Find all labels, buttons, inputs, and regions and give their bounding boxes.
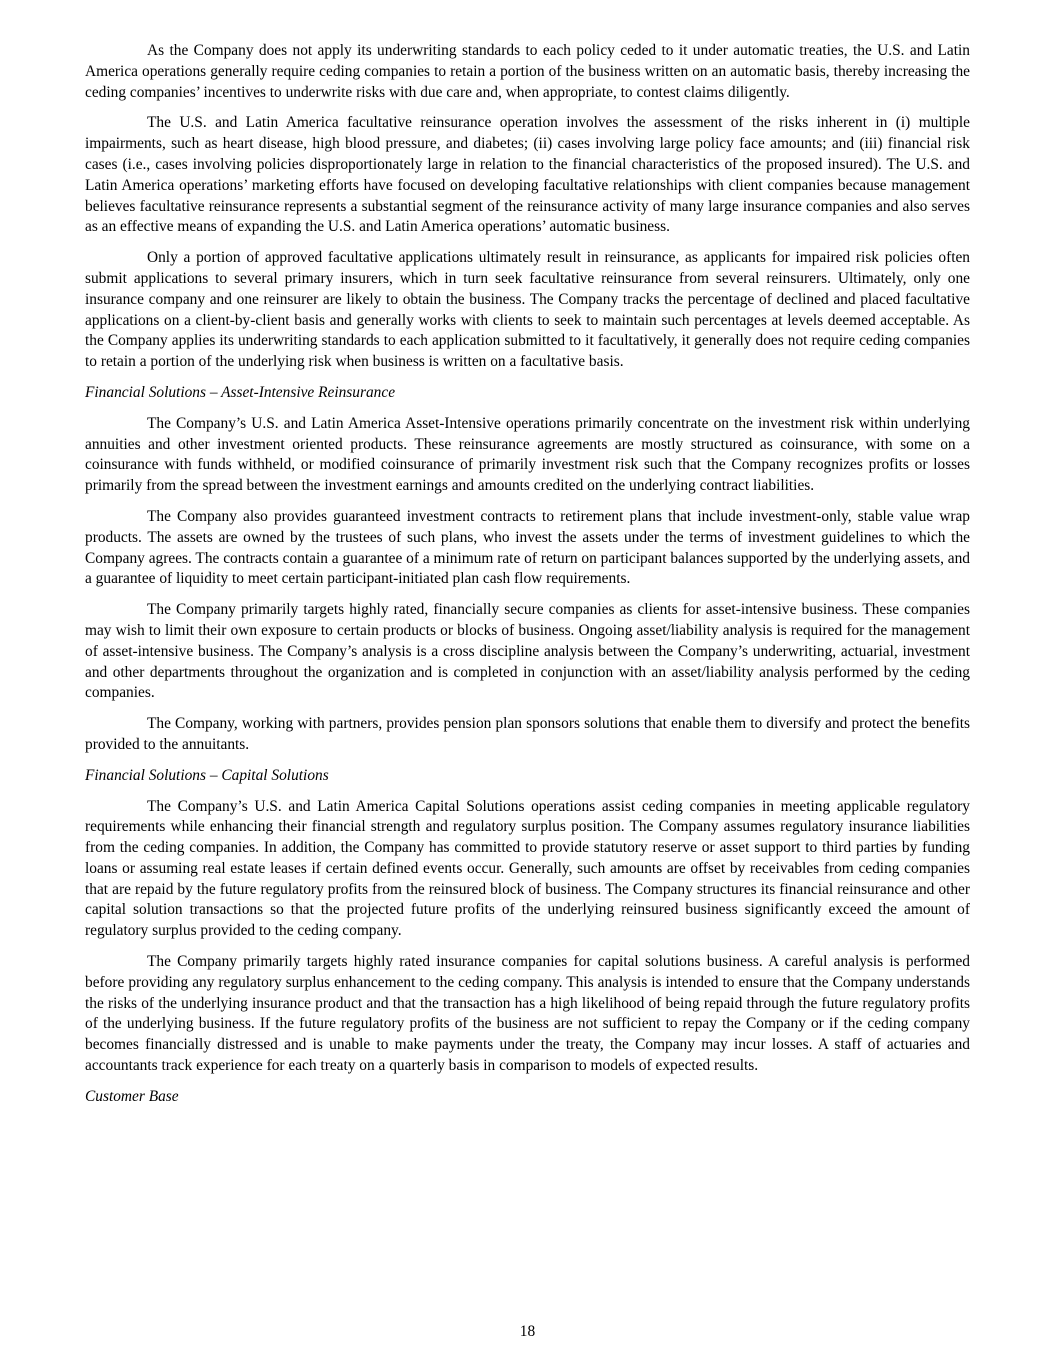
- page-number: 18: [519, 1323, 536, 1340]
- paragraph: As the Company does not apply its underwriting standards to each policy ceded to it under automatic treaties, the U.S. and Latin America operations generally require ceding companies to retain a portion of the business written on an automatic basis, thereby increasing the ceding companies’ incentives to underwrite risks with due care and, when appropriate, to contest claims diligently.: [85, 42, 970, 101]
- section-heading: Financial Solutions – Asset-Intensive Reinsurance: [85, 383, 396, 401]
- section-heading: Customer Base: [85, 1087, 179, 1105]
- paragraph: The Company, working with partners, provides pension plan sponsors solutions that enable them to diversify and protect the benefits provided to the annuitants.: [85, 715, 970, 753]
- paragraph: The Company’s U.S. and Latin America Capital Solutions operations assist ceding companies in meeting applicable regulatory requirements while enhancing their financial strength and regulatory surplus position. The Company assumes regulatory insurance liabilities from the ceding companies. In addition, the Company has committed to provide statutory reserve or asset support to third parties by funding loans or assuming real estate leases if certain defined events occur. Generally, such amounts are offset by receivables from ceding companies that are repaid by the future regulatory profits from the reinsured block of business. The Company structures its financial reinsurance and other capital solution transactions so that the projected future profits of the underlying reinsured business significantly exceed the amount of regulatory surplus provided to the ceding company.: [85, 797, 970, 940]
- paragraph: Only a portion of approved facultative applications ultimately result in reinsurance, as applicants for impaired risk policies often submit applications to several primary insurers, which in turn seek facultative reinsurance from several reinsurers. Ultimately, only one insurance company and one reinsurer are likely to obtain the business. The Company tracks the percentage of declined and placed facultative applications on a client-by-client basis and generally works with clients to seek to maintain such percentages at levels deemed acceptable. As the Company applies its underwriting standards to each application submitted to it facultatively, it generally does not require ceding companies to retain a portion of the underlying risk when business is written on a facultative basis.: [85, 249, 970, 371]
- paragraph: The Company also provides guaranteed investment contracts to retirement plans that include investment-only, stable value wrap products. The assets are owned by the trustees of such plans, who invest the assets under the terms of investment guidelines to which the Company agrees. The contracts contain a guarantee of a minimum rate of return on participant balances supported by the underlying assets, and a guarantee of liquidity to meet certain participant-initiated plan cash flow requirements.: [85, 507, 970, 588]
- document-body: [85, 41, 970, 1118]
- paragraph: The Company primarily targets highly rated, financially secure companies as clients for asset-intensive business. These companies may wish to limit their own exposure to certain products or blocks of business. Ongoing asset/liability analysis is required for the management of asset-intensive business. The Company’s analysis is a cross discipline analysis between the Company’s underwriting, actuarial, investment and other departments throughout the organization and is completed in conjunction with an asset/liability analysis performed by the ceding companies.: [85, 601, 970, 702]
- paragraph: The Company primarily targets highly rated insurance companies for capital solutions business. A careful analysis is performed before providing any regulatory surplus enhancement to the ceding company. This analysis is intended to ensure that the Company understands the risks of the underlying insurance product and that the transaction has a high likelihood of being repaid through the future regulatory profits of the underlying business. If the future regulatory profits of the business are not sufficient to repay the Company or if the ceding company becomes financially distressed and is unable to make payments under the treaty, the Company may incur losses. A staff of actuaries and accountants track experience for each treaty on a quarterly basis in comparison to models of expected results.: [85, 953, 970, 1075]
- paragraph: The U.S. and Latin America facultative reinsurance operation involves the assessment of the risks inherent in (i) multiple impairments, such as heart disease, high blood pressure, and diabetes; (ii) cases involving large policy face amounts; and (iii) financial risk cases (i.e., cases involving policies disproportionately large in relation to the financial characteristics of the proposed insured). The U.S. and Latin America operations’ marketing efforts have focused on developing facultative relationships with client companies because management believes facultative reinsurance represents a substantial segment of the reinsurance activity of many large insurance companies and also serves as an effective means of expanding the U.S. and Latin America operations’ automatic business.: [85, 114, 970, 236]
- section-heading: Financial Solutions – Capital Solutions: [85, 766, 329, 784]
- paragraph: The Company’s U.S. and Latin America Asset-Intensive operations primarily concentrate on the investment risk within underlying annuities and other investment oriented products. These reinsurance agreements are mostly structured as coinsurance, with some on a coinsurance with funds withheld, or modified coinsurance of primarily investment risk such that the Company recognizes profits or losses primarily from the spread between the investment earnings and amounts credited on the underlying contract liabilities.: [85, 414, 970, 495]
